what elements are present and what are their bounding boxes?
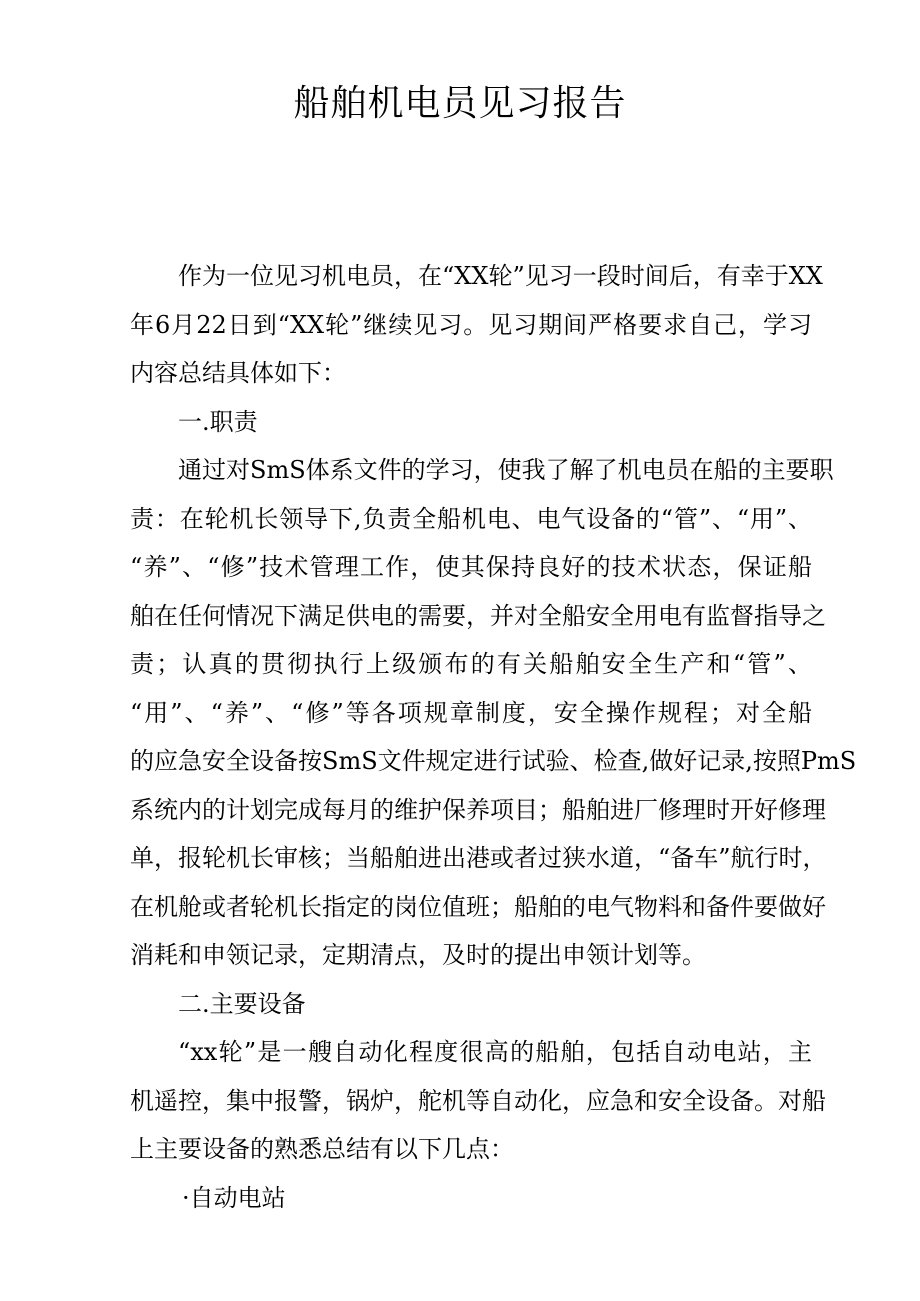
paragraph-line: 舶在任何情况下满足供电的需要，并对全船安全用电有监督指导之 — [130, 601, 826, 630]
document-body — [130, 252, 857, 1222]
paragraph-line: 机遥控，集中报警，锅炉，舵机等自动化，应急和安全设备。对船 — [130, 1086, 826, 1115]
section-heading-duties: 一.职责 — [178, 407, 258, 436]
paragraph-line: “xx轮”是一艘自动化程度很高的船舶，包括自动电站，主 — [178, 1038, 812, 1066]
paragraph-line: 在机舱或者轮机长指定的岗位值班；船舶的电气物料和备件要做好 — [130, 892, 826, 921]
paragraph-line: “养”、“修”技术管理工作，使其保持良好的技术状态，保证船 — [130, 553, 812, 581]
paragraph-line: 责；认真的贯彻执行上级颁布的有关船舶安全生产和“管”、 — [130, 650, 812, 678]
paragraph-line: “用”、“养”、“修”等各项规章制度，安全操作规程；对全船 — [130, 698, 812, 727]
document-title: 船舶机电员见习报告 — [293, 83, 627, 124]
paragraph-line: 作为一位见习机电员，在“XX轮”见习一段时间后，有幸于XX — [178, 262, 823, 290]
section-heading-main-equipment: 二.主要设备 — [178, 989, 306, 1018]
paragraph-line: 年6月22日到“XX轮”继续见习。见习期间严格要求自己，学习 — [130, 310, 812, 339]
paragraph-line: 消耗和申领记录，定期清点，及时的提出申领计划等。 — [130, 941, 706, 969]
paragraph-line: 单，报轮机长审核；当船舶进出港或者过狭水道，“备车”航行时， — [130, 844, 827, 872]
paragraph-line: 系统内的计划完成每月的维护保养项目；船舶进厂修理时开好修理 — [130, 795, 826, 824]
bullet-item-auto-power-station: ·自动电站 — [182, 1183, 286, 1212]
paragraph-line: 通过对SmS体系文件的学习，使我了解了机电员在船的主要职 — [178, 456, 834, 484]
paragraph-line: 责：在轮机长领导下,负责全船机电、电气设备的“管”、“用”、 — [130, 504, 812, 533]
paragraph-line: 的应急安全设备按SmS文件规定进行试验、检查,做好记录,按照PmS — [130, 747, 857, 775]
paragraph-line: 上主要设备的熟悉总结有以下几点： — [130, 1135, 514, 1163]
paragraph-line: 内容总结具体如下： — [130, 359, 346, 387]
